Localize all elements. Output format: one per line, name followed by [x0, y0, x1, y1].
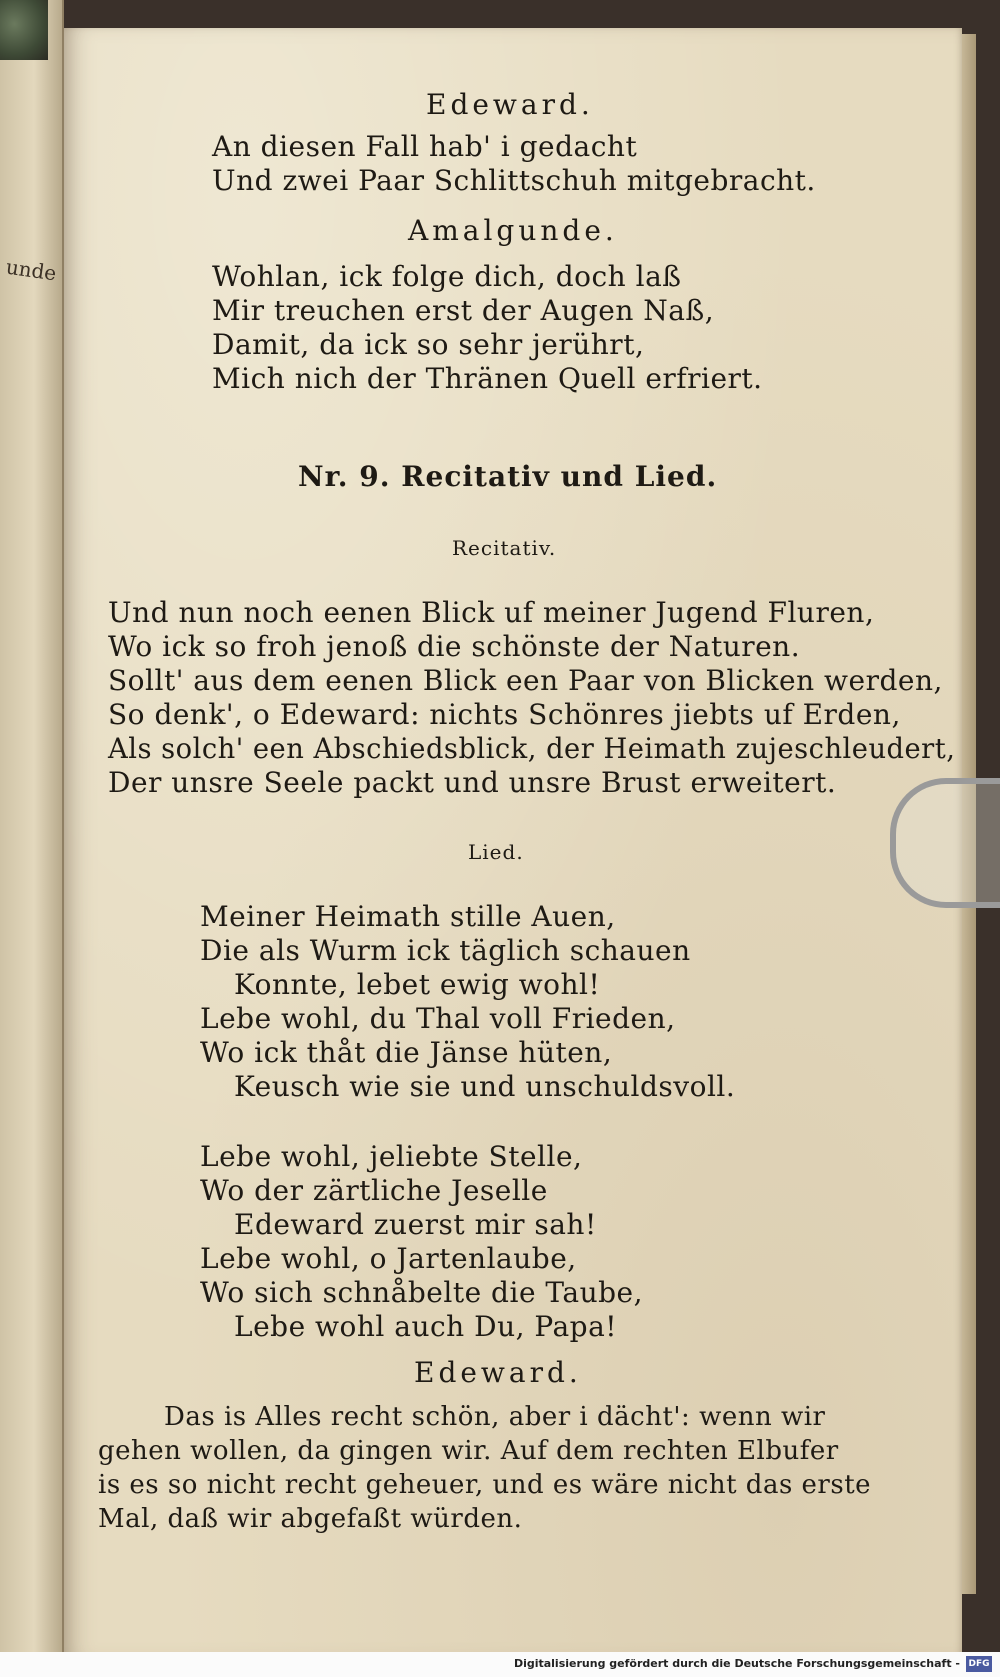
- lied-line: Wo sich schnåbelte die Taube,: [200, 1276, 644, 1309]
- funding-credit: Digitalisierung gefördert durch die Deutsche Forschungsgemeinschaft -: [513, 1657, 960, 1670]
- digitization-footer: [0, 1652, 1000, 1677]
- prose-line: is es so nicht recht geheuer, und es wäre nicht das erste: [98, 1470, 872, 1500]
- subheading-lied: Lied.: [468, 840, 524, 864]
- lied-line: Wo der zärtliche Jeselle: [200, 1174, 548, 1207]
- binding-shadow: [0, 0, 48, 60]
- prose-line: Mal, daß wir abgefaßt würden.: [98, 1504, 523, 1534]
- recitativ-line: Als solch' een Abschiedsblick, der Heimath zujeschleudert,: [108, 732, 956, 765]
- lied-line: Wo ick thåt die Jänse hüten,: [200, 1036, 613, 1069]
- section-heading: Nr. 9. Recitativ und Lied.: [298, 460, 718, 493]
- lied-line: Lebe wohl, du Thal voll Frieden,: [200, 1002, 676, 1035]
- verse-line: Mir treuchen erst der Augen Naß,: [212, 294, 715, 327]
- lied-line: Konnte, lebet ewig wohl!: [234, 968, 601, 1001]
- verse-line: Und zwei Paar Schlittschuh mitgebracht.: [212, 164, 816, 197]
- recitativ-line: Wo ick so froh jenoß die schönste der Naturen.: [108, 630, 801, 663]
- speaker-edeward: Edeward.: [414, 1356, 582, 1389]
- speaker-edeward: Edeward.: [426, 88, 594, 121]
- dfg-logo: DFG: [966, 1656, 992, 1672]
- speaker-amalgunde: Amalgunde.: [408, 214, 618, 247]
- lied-line: Meiner Heimath stille Auen,: [200, 900, 616, 933]
- lied-line: Lebe wohl, jeliebte Stelle,: [200, 1140, 583, 1173]
- facing-page-edge: [0, 0, 64, 1677]
- lied-line: Lebe wohl, o Jartenlaube,: [200, 1242, 577, 1275]
- verse-line: Wohlan, ick folge dich, doch laß: [212, 260, 682, 293]
- prose-line: Das is Alles recht schön, aber i dächt': wenn wir: [164, 1402, 826, 1432]
- page-clip: [890, 778, 1000, 908]
- recitativ-line: Sollt' aus dem eenen Blick een Paar von Blicken werden,: [108, 664, 943, 697]
- lied-line: Edeward zuerst mir sah!: [234, 1208, 597, 1241]
- verse-line: Damit, da ick so sehr jerührt,: [212, 328, 645, 361]
- verse-line: Mich nich der Thränen Quell erfriert.: [212, 362, 763, 395]
- lied-line: Die als Wurm ick täglich schauen: [200, 934, 691, 967]
- subheading-recitativ: Recitativ.: [452, 536, 557, 560]
- lied-line: Lebe wohl auch Du, Papa!: [234, 1310, 618, 1343]
- facing-page-text-fragment: unde: [4, 254, 58, 286]
- recitativ-line: So denk', o Edeward: nichts Schönres jiebts uf Erden,: [108, 698, 901, 731]
- recitativ-line: Und nun noch eenen Blick uf meiner Jugend Fluren,: [108, 596, 875, 629]
- prose-line: gehen wollen, da gingen wir. Auf dem rechten Elbufer: [98, 1436, 839, 1466]
- recitativ-line: Der unsre Seele packt und unsre Brust erweitert.: [108, 766, 837, 799]
- verse-line: An diesen Fall hab' i gedacht: [212, 130, 638, 163]
- lied-line: Keusch wie sie und unschuldsvoll.: [234, 1070, 736, 1103]
